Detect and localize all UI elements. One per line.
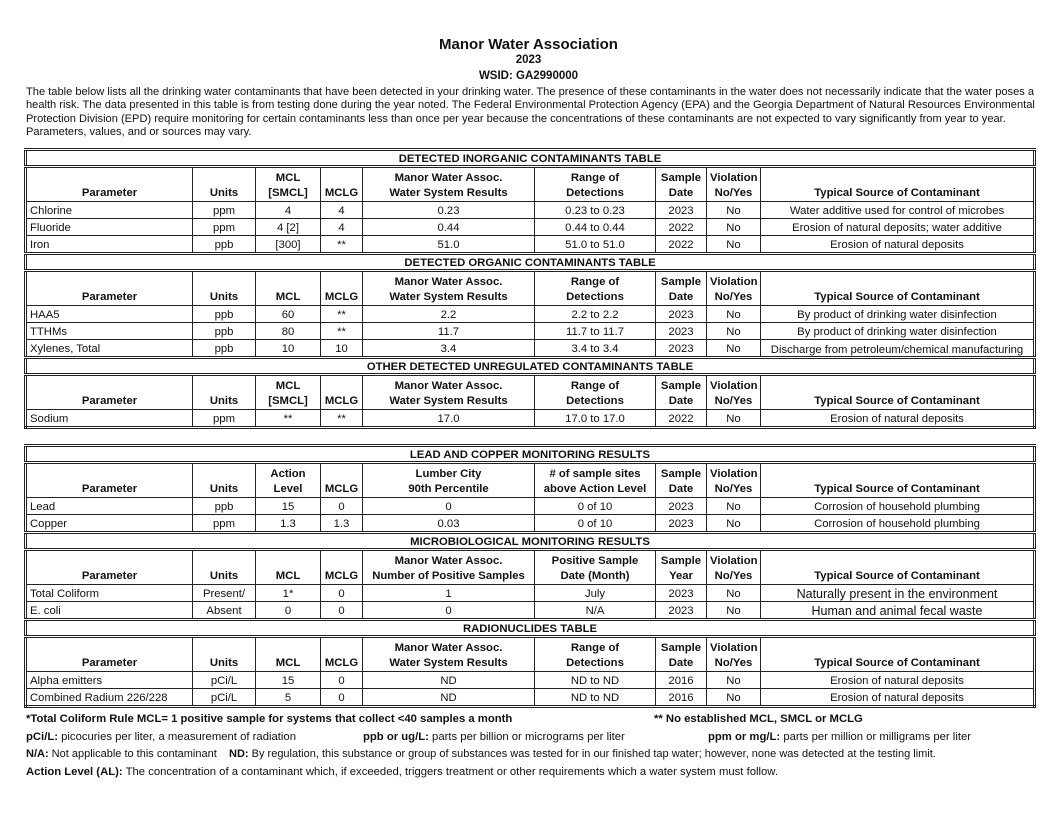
- table-cell: 10: [256, 340, 321, 358]
- table-cell: No: [707, 340, 761, 358]
- table-cell: Xylenes, Total: [26, 340, 193, 358]
- table-cell: Fluoride: [26, 219, 193, 236]
- column-header: MCLG: [321, 463, 363, 498]
- column-header: MCL [SMCL]: [256, 167, 321, 202]
- table-cell: 1*: [256, 585, 321, 602]
- table-cell: 0.44: [363, 219, 535, 236]
- table-cell: No: [707, 689, 761, 707]
- section-title: MICROBIOLOGICAL MONITORING RESULTS: [26, 533, 1035, 550]
- table-cell: No: [707, 219, 761, 236]
- definition-term: N/A:: [26, 748, 49, 760]
- table-cell: 0: [321, 689, 363, 707]
- column-header: Typical Source of Contaminant: [761, 463, 1035, 498]
- intro-paragraph: The table below lists all the drinking water contaminants that have been detected in your drinking water. The presence of these contaminants in the water does not necessarily indicate that the water poses a health risk. The data presented in this table is from testing done during the year noted. The Federal Environmental Protection Agency (EPA) and the Georgia Department of Natural Resources Environmental Protection Division (EPD) require monitoring for certain contaminants less than once per year because the concentrations of these contaminants are not expected to vary significantly from year to year. Parameters, values, and or sources may vary.: [26, 86, 1035, 139]
- table-cell: 51.0: [363, 236, 535, 254]
- table-cell: 1.3: [321, 515, 363, 533]
- definition-text: The concentration of a contaminant which, if exceeded, triggers treatment or other requirements which a water system must follow.: [125, 766, 778, 778]
- table-cell: No: [707, 306, 761, 323]
- column-header: Units: [193, 637, 256, 672]
- column-header: Typical Source of Contaminant: [761, 550, 1035, 585]
- table-cell: No: [707, 202, 761, 219]
- definition-term: pCi/L:: [26, 731, 58, 743]
- table-cell: 2.2 to 2.2: [535, 306, 656, 323]
- column-header: MCLG: [321, 550, 363, 585]
- section-title-row: [26, 254, 1035, 271]
- column-header: Manor Water Assoc. Water System Results: [363, 375, 535, 410]
- table-cell: Water additive used for control of microbes: [761, 202, 1035, 219]
- table-cell: Total Coliform: [26, 585, 193, 602]
- table-cell: **: [321, 410, 363, 428]
- definition-term: ppm or mg/L:: [708, 731, 781, 743]
- column-header: Range of Detections: [535, 637, 656, 672]
- table-cell: 1.3: [256, 515, 321, 533]
- table-cell: Erosion of natural deposits; water additive: [761, 219, 1035, 236]
- column-header: Sample Year: [656, 550, 707, 585]
- table-cell: Erosion of natural deposits: [761, 236, 1035, 254]
- lead-copper-section: [26, 446, 1035, 533]
- column-header: Parameter: [26, 550, 193, 585]
- column-header-row: [26, 375, 1035, 410]
- table-cell: ppm: [193, 410, 256, 428]
- table-row: [26, 689, 1035, 707]
- organic-section: [26, 254, 1035, 358]
- column-header: Typical Source of Contaminant: [761, 637, 1035, 672]
- table-cell: Naturally present in the environment: [761, 585, 1035, 602]
- table-cell: 3.4 to 3.4: [535, 340, 656, 358]
- column-header-row: [26, 271, 1035, 306]
- column-header: MCL: [256, 637, 321, 672]
- column-header: MCL: [256, 271, 321, 306]
- table-row: [26, 672, 1035, 689]
- definition-term: Action Level (AL):: [26, 766, 123, 778]
- column-header: Sample Date: [656, 463, 707, 498]
- table-cell: No: [707, 672, 761, 689]
- table-row: [26, 498, 1035, 515]
- table-cell: No: [707, 410, 761, 428]
- table-row: [26, 306, 1035, 323]
- table-cell: Sodium: [26, 410, 193, 428]
- table-row: [26, 323, 1035, 340]
- column-header: MCLG: [321, 375, 363, 410]
- table-cell: Absent: [193, 602, 256, 620]
- table-cell: 15: [256, 672, 321, 689]
- table-cell: 17.0: [363, 410, 535, 428]
- definition-text: parts per million or milligrams per liter: [783, 731, 972, 743]
- table-cell: 0: [363, 498, 535, 515]
- section-title: DETECTED INORGANIC CONTAMINANTS TABLE: [26, 150, 1035, 167]
- micro-section: [26, 533, 1035, 620]
- table-cell: **: [321, 323, 363, 340]
- table-cell: Alpha emitters: [26, 672, 193, 689]
- table-row: [26, 340, 1035, 358]
- column-header: MCLG: [321, 637, 363, 672]
- table-cell: No: [707, 515, 761, 533]
- table-cell: **: [256, 410, 321, 428]
- table-cell: 15: [256, 498, 321, 515]
- table-cell: 2023: [656, 306, 707, 323]
- table-cell: 5: [256, 689, 321, 707]
- table-cell: 2022: [656, 410, 707, 428]
- table-cell: 2022: [656, 219, 707, 236]
- column-header: Violation No/Yes: [707, 167, 761, 202]
- table-cell: 2.2: [363, 306, 535, 323]
- contaminants-table: [24, 148, 1036, 429]
- table-cell: Iron: [26, 236, 193, 254]
- table-cell: Combined Radium 226/228: [26, 689, 193, 707]
- section-title-row: [26, 358, 1035, 375]
- column-header: Range of Detections: [535, 375, 656, 410]
- table-cell: Erosion of natural deposits: [761, 672, 1035, 689]
- table-cell: 4: [321, 202, 363, 219]
- table-cell: [300]: [256, 236, 321, 254]
- table-cell: No: [707, 585, 761, 602]
- unregulated-section: [26, 358, 1035, 428]
- radio-section: [26, 620, 1035, 707]
- table-cell: Discharge from petroleum/chemical manufacturing: [761, 340, 1035, 358]
- table-cell: Lead: [26, 498, 193, 515]
- table-cell: pCi/L: [193, 672, 256, 689]
- table-cell: 11.7: [363, 323, 535, 340]
- table-cell: 17.0 to 17.0: [535, 410, 656, 428]
- table-cell: Erosion of natural deposits: [761, 689, 1035, 707]
- definition-pci: [26, 731, 296, 743]
- column-header: Violation No/Yes: [707, 271, 761, 306]
- definition-term: ND:: [229, 748, 249, 760]
- table-cell: ND to ND: [535, 689, 656, 707]
- table-cell: By product of drinking water disinfection: [761, 323, 1035, 340]
- section-title: OTHER DETECTED UNREGULATED CONTAMINANTS TABLE: [26, 358, 1035, 375]
- table-cell: Corrosion of household plumbing: [761, 515, 1035, 533]
- column-header: Typical Source of Contaminant: [761, 167, 1035, 202]
- definition-text: Not applicable to this contaminant: [51, 748, 217, 760]
- table-cell: 0.23: [363, 202, 535, 219]
- definition-term: ppb or ug/L:: [363, 731, 429, 743]
- column-header: Violation No/Yes: [707, 550, 761, 585]
- column-header: Parameter: [26, 637, 193, 672]
- column-header-row: [26, 550, 1035, 585]
- table-cell: 2016: [656, 672, 707, 689]
- table-cell: 10: [321, 340, 363, 358]
- table-cell: ppb: [193, 340, 256, 358]
- table-cell: 2016: [656, 689, 707, 707]
- page-title: Manor Water Association: [439, 36, 618, 53]
- column-header-row: [26, 637, 1035, 672]
- table-cell: 2023: [656, 515, 707, 533]
- table-cell: 3.4: [363, 340, 535, 358]
- table-row: [26, 602, 1035, 620]
- column-header: Sample Date: [656, 271, 707, 306]
- column-header: Manor Water Assoc. Water System Results: [363, 167, 535, 202]
- footnote-no-mcl: ** No established MCL, SMCL or MCLG: [654, 713, 863, 725]
- table-cell: E. coli: [26, 602, 193, 620]
- table-cell: Corrosion of household plumbing: [761, 498, 1035, 515]
- definition-text: picocuries per liter, a measurement of radiation: [61, 731, 296, 743]
- table-cell: 60: [256, 306, 321, 323]
- column-header: Manor Water Assoc. Water System Results: [363, 637, 535, 672]
- column-header: Units: [193, 167, 256, 202]
- table-cell: 4 [2]: [256, 219, 321, 236]
- column-header: Units: [193, 375, 256, 410]
- table-cell: Present/: [193, 585, 256, 602]
- table-cell: ppm: [193, 515, 256, 533]
- table-cell: ND: [363, 689, 535, 707]
- table-cell: No: [707, 602, 761, 620]
- table-row: [26, 585, 1035, 602]
- table-cell: 11.7 to 11.7: [535, 323, 656, 340]
- table-cell: 2023: [656, 323, 707, 340]
- table-cell: No: [707, 323, 761, 340]
- column-header: Manor Water Assoc. Water System Results: [363, 271, 535, 306]
- column-header: Sample Date: [656, 375, 707, 410]
- table-cell: ppm: [193, 202, 256, 219]
- table-cell: No: [707, 236, 761, 254]
- inorganic-section: [26, 150, 1035, 254]
- table-cell: Chlorine: [26, 202, 193, 219]
- column-header-row: [26, 167, 1035, 202]
- table-cell: 2023: [656, 585, 707, 602]
- column-header: MCLG: [321, 271, 363, 306]
- section-title: LEAD AND COPPER MONITORING RESULTS: [26, 446, 1035, 463]
- column-header: Sample Date: [656, 637, 707, 672]
- table-cell: 0: [321, 672, 363, 689]
- column-header: Parameter: [26, 375, 193, 410]
- definition-action-level: [26, 766, 778, 778]
- table-cell: ND: [363, 672, 535, 689]
- definition-text: By regulation, this substance or group of substances was tested for in our finished tap water; however, none was detected at the testing limit.: [251, 748, 936, 760]
- table-cell: 2023: [656, 340, 707, 358]
- table-cell: 0.23 to 0.23: [535, 202, 656, 219]
- table-cell: No: [707, 498, 761, 515]
- table-cell: ND to ND: [535, 672, 656, 689]
- wsid-label: WSID: GA2990000: [478, 70, 579, 82]
- definition-ppm: [708, 731, 971, 743]
- column-header: Range of Detections: [535, 167, 656, 202]
- table-cell: By product of drinking water disinfection: [761, 306, 1035, 323]
- table-cell: 4: [321, 219, 363, 236]
- section-title: DETECTED ORGANIC CONTAMINANTS TABLE: [26, 254, 1035, 271]
- column-header: Violation No/Yes: [707, 637, 761, 672]
- column-header: Violation No/Yes: [707, 463, 761, 498]
- table-cell: Human and animal fecal waste: [761, 602, 1035, 620]
- table-cell: ppm: [193, 219, 256, 236]
- table-cell: 1: [363, 585, 535, 602]
- column-header: MCLG: [321, 167, 363, 202]
- table-row: [26, 410, 1035, 428]
- table-cell: 2022: [656, 236, 707, 254]
- table-cell: 0: [321, 498, 363, 515]
- table-cell: 2023: [656, 498, 707, 515]
- table-cell: pCi/L: [193, 689, 256, 707]
- column-header: Typical Source of Contaminant: [761, 375, 1035, 410]
- table-row: [26, 515, 1035, 533]
- column-header: # of sample sites above Action Level: [535, 463, 656, 498]
- table-row: [26, 219, 1035, 236]
- table-cell: **: [321, 306, 363, 323]
- column-header: Units: [193, 550, 256, 585]
- table-cell: TTHMs: [26, 323, 193, 340]
- table-cell: 0: [256, 602, 321, 620]
- definition-text: parts per billion or micrograms per liter: [432, 731, 625, 743]
- column-header-row: [26, 463, 1035, 498]
- column-header: Parameter: [26, 167, 193, 202]
- report-year: 2023: [515, 54, 542, 66]
- column-header: Positive Sample Date (Month): [535, 550, 656, 585]
- table-cell: 0: [321, 585, 363, 602]
- table-cell: **: [321, 236, 363, 254]
- column-header: Lumber City 90th Percentile: [363, 463, 535, 498]
- table-cell: ppb: [193, 306, 256, 323]
- section-title-row: [26, 620, 1035, 637]
- footnote-coliform-rule: *Total Coliform Rule MCL= 1 positive sample for systems that collect <40 samples a month: [26, 713, 513, 725]
- table-cell: 2023: [656, 602, 707, 620]
- table-cell: HAA5: [26, 306, 193, 323]
- table-cell: ppb: [193, 323, 256, 340]
- section-title-row: [26, 446, 1035, 463]
- column-header: Parameter: [26, 463, 193, 498]
- table-cell: Erosion of natural deposits: [761, 410, 1035, 428]
- column-header: Range of Detections: [535, 271, 656, 306]
- table-cell: 0 of 10: [535, 515, 656, 533]
- column-header: MCL: [256, 550, 321, 585]
- table-cell: 80: [256, 323, 321, 340]
- definition-ppb: [363, 731, 625, 743]
- table-cell: 2023: [656, 202, 707, 219]
- table-cell: 0: [321, 602, 363, 620]
- column-header: Typical Source of Contaminant: [761, 271, 1035, 306]
- column-header: Parameter: [26, 271, 193, 306]
- table-cell: N/A: [535, 602, 656, 620]
- column-header: MCL [SMCL]: [256, 375, 321, 410]
- definition-na-nd: [26, 748, 936, 760]
- section-title-row: [26, 150, 1035, 167]
- column-header: Units: [193, 463, 256, 498]
- table-cell: 0.44 to 0.44: [535, 219, 656, 236]
- table-cell: Copper: [26, 515, 193, 533]
- table-row: [26, 202, 1035, 219]
- table-row: [26, 236, 1035, 254]
- column-header: Violation No/Yes: [707, 375, 761, 410]
- column-header: Action Level: [256, 463, 321, 498]
- table-cell: ppb: [193, 236, 256, 254]
- table-cell: 51.0 to 51.0: [535, 236, 656, 254]
- monitoring-table: [24, 444, 1036, 708]
- table-cell: 0: [363, 602, 535, 620]
- table-cell: ppb: [193, 498, 256, 515]
- column-header: Manor Water Assoc. Number of Positive Samples: [363, 550, 535, 585]
- section-title-row: [26, 533, 1035, 550]
- table-cell: 4: [256, 202, 321, 219]
- table-cell: 0 of 10: [535, 498, 656, 515]
- column-header: Units: [193, 271, 256, 306]
- table-cell: 0.03: [363, 515, 535, 533]
- table-cell: July: [535, 585, 656, 602]
- section-title: RADIONUCLIDES TABLE: [26, 620, 1035, 637]
- column-header: Sample Date: [656, 167, 707, 202]
